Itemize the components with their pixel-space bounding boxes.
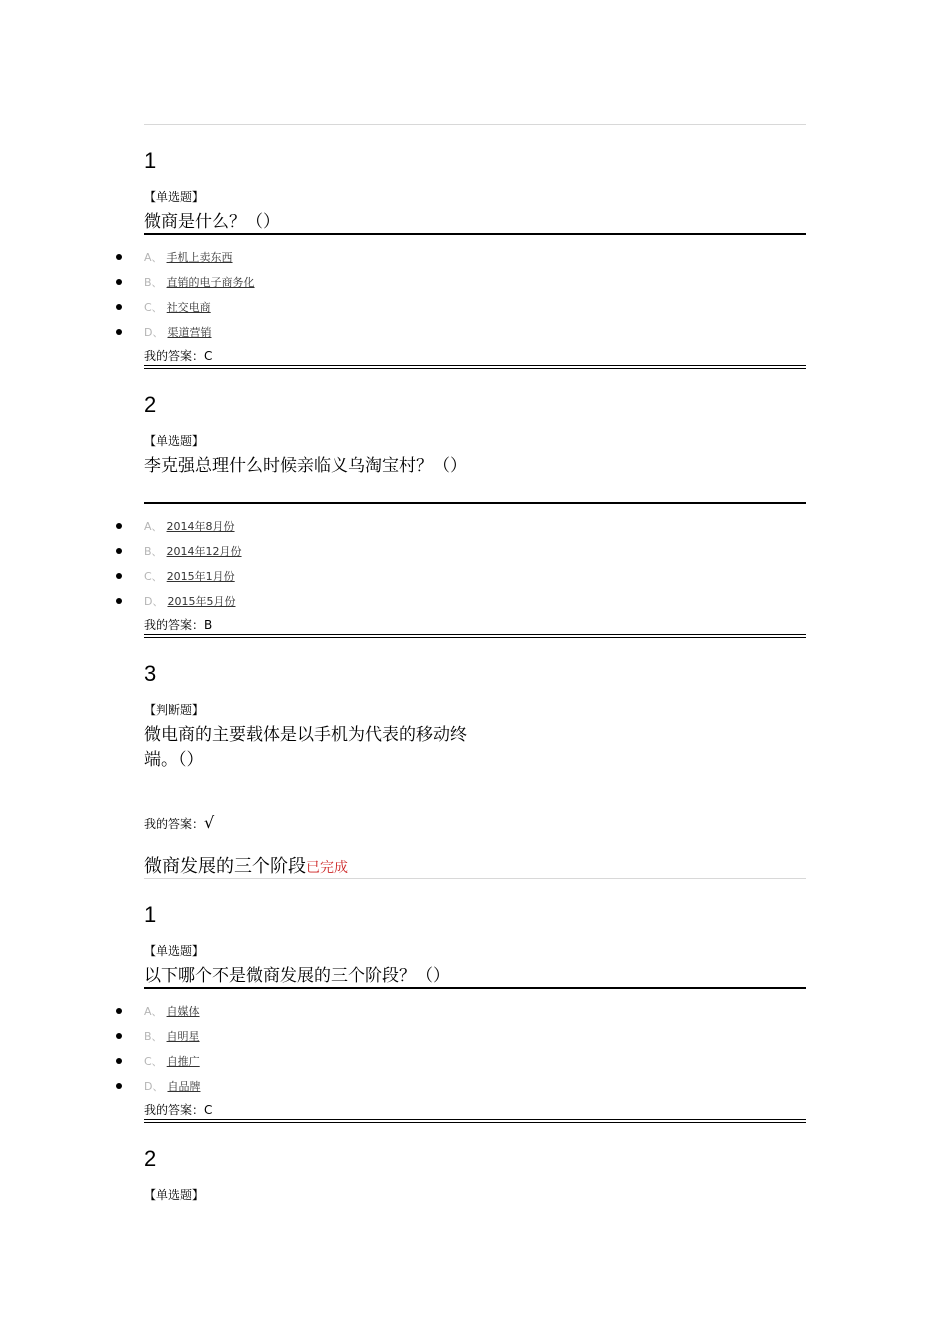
question-text: 以下哪个不是微商发展的三个阶段？（） bbox=[144, 966, 450, 986]
answer-label: 我的答案： bbox=[144, 817, 205, 831]
question-type: 【单选题】 bbox=[144, 944, 205, 958]
option-b[interactable] bbox=[116, 542, 242, 560]
option-letter: D、 bbox=[144, 595, 164, 608]
bullet-icon bbox=[116, 254, 122, 260]
option-d[interactable] bbox=[116, 1077, 200, 1095]
section-status: 已完成 bbox=[306, 860, 348, 876]
my-answer bbox=[144, 348, 212, 364]
option-text[interactable]: 手机上卖东西 bbox=[166, 251, 233, 264]
bullet-icon bbox=[116, 523, 122, 529]
option-letter: A、 bbox=[144, 520, 163, 533]
bullet-icon bbox=[116, 1033, 122, 1039]
question-text: 李克强总理什么时候亲临义乌淘宝村？（） bbox=[144, 456, 467, 476]
option-text[interactable]: 自推广 bbox=[166, 1055, 200, 1068]
answer-label: 我的答案： bbox=[144, 349, 205, 363]
option-letter: C、 bbox=[144, 301, 163, 314]
option-d[interactable] bbox=[116, 323, 211, 341]
option-text[interactable]: 自媒体 bbox=[166, 1005, 200, 1018]
answer-value: C bbox=[204, 1103, 213, 1117]
option-letter: A、 bbox=[144, 1005, 163, 1018]
bullet-icon bbox=[116, 1083, 122, 1089]
answer-divider-2 bbox=[144, 637, 806, 638]
option-a[interactable] bbox=[116, 517, 235, 535]
question-number: 2 bbox=[144, 392, 157, 417]
answer-value: C bbox=[204, 349, 213, 363]
question-text: 微商是什么？（） bbox=[144, 212, 280, 232]
option-text[interactable]: 直销的电子商务化 bbox=[166, 276, 255, 289]
option-c[interactable] bbox=[116, 567, 235, 585]
question-text-line1: 微电商的主要载体是以手机为代表的移动终 bbox=[144, 725, 467, 745]
option-text[interactable]: 2015年5月份 bbox=[167, 595, 236, 608]
question-type: 【判断题】 bbox=[144, 703, 205, 717]
answer-divider bbox=[144, 634, 806, 635]
option-a[interactable] bbox=[116, 1002, 200, 1020]
option-letter: D、 bbox=[144, 326, 164, 339]
bullet-icon bbox=[116, 598, 122, 604]
question-number: 3 bbox=[144, 661, 157, 686]
option-text[interactable]: 自明星 bbox=[166, 1030, 200, 1043]
answer-value: √ bbox=[204, 813, 215, 832]
top-divider bbox=[144, 124, 806, 125]
option-c[interactable] bbox=[116, 1052, 200, 1070]
option-d[interactable] bbox=[116, 592, 235, 610]
answer-divider bbox=[144, 1119, 806, 1120]
option-text[interactable]: 2014年8月份 bbox=[166, 520, 235, 533]
section-title-text: 微商发展的三个阶段 bbox=[144, 856, 306, 877]
option-letter: B、 bbox=[144, 276, 163, 289]
question-type: 【单选题】 bbox=[144, 434, 205, 448]
option-letter: B、 bbox=[144, 1030, 163, 1043]
option-b[interactable] bbox=[116, 273, 255, 291]
question-type: 【单选题】 bbox=[144, 1188, 205, 1202]
bullet-icon bbox=[116, 548, 122, 554]
question-divider bbox=[144, 233, 806, 235]
option-letter: B、 bbox=[144, 545, 163, 558]
answer-divider-2 bbox=[144, 368, 806, 369]
option-text[interactable]: 2014年12月份 bbox=[166, 545, 242, 558]
bullet-icon bbox=[116, 573, 122, 579]
answer-value: B bbox=[204, 618, 213, 632]
option-text[interactable]: 自品牌 bbox=[167, 1080, 201, 1093]
my-answer bbox=[144, 815, 214, 832]
question-text-line2: 端。（） bbox=[144, 750, 204, 770]
question-number: 2 bbox=[144, 1146, 157, 1171]
option-letter: A、 bbox=[144, 251, 163, 264]
option-a[interactable] bbox=[116, 248, 233, 266]
option-c[interactable] bbox=[116, 298, 211, 316]
option-letter: C、 bbox=[144, 1055, 163, 1068]
answer-label: 我的答案： bbox=[144, 1103, 205, 1117]
option-text[interactable]: 2015年1月份 bbox=[166, 570, 235, 583]
question-number: 1 bbox=[144, 148, 157, 173]
section-divider bbox=[144, 878, 806, 879]
option-text[interactable]: 渠道营销 bbox=[167, 326, 212, 339]
question-number: 1 bbox=[144, 902, 157, 927]
question-divider bbox=[144, 502, 806, 504]
section-title bbox=[144, 855, 348, 880]
bullet-icon bbox=[116, 304, 122, 310]
my-answer bbox=[144, 1102, 212, 1118]
question-type: 【单选题】 bbox=[144, 190, 205, 204]
option-letter: D、 bbox=[144, 1080, 164, 1093]
option-text[interactable]: 社交电商 bbox=[166, 301, 211, 314]
answer-label: 我的答案： bbox=[144, 618, 205, 632]
bullet-icon bbox=[116, 1058, 122, 1064]
answer-divider-2 bbox=[144, 1122, 806, 1123]
bullet-icon bbox=[116, 279, 122, 285]
my-answer bbox=[144, 617, 212, 633]
option-letter: C、 bbox=[144, 570, 163, 583]
bullet-icon bbox=[116, 329, 122, 335]
bullet-icon bbox=[116, 1008, 122, 1014]
question-divider bbox=[144, 987, 806, 989]
option-b[interactable] bbox=[116, 1027, 200, 1045]
answer-divider bbox=[144, 365, 806, 366]
